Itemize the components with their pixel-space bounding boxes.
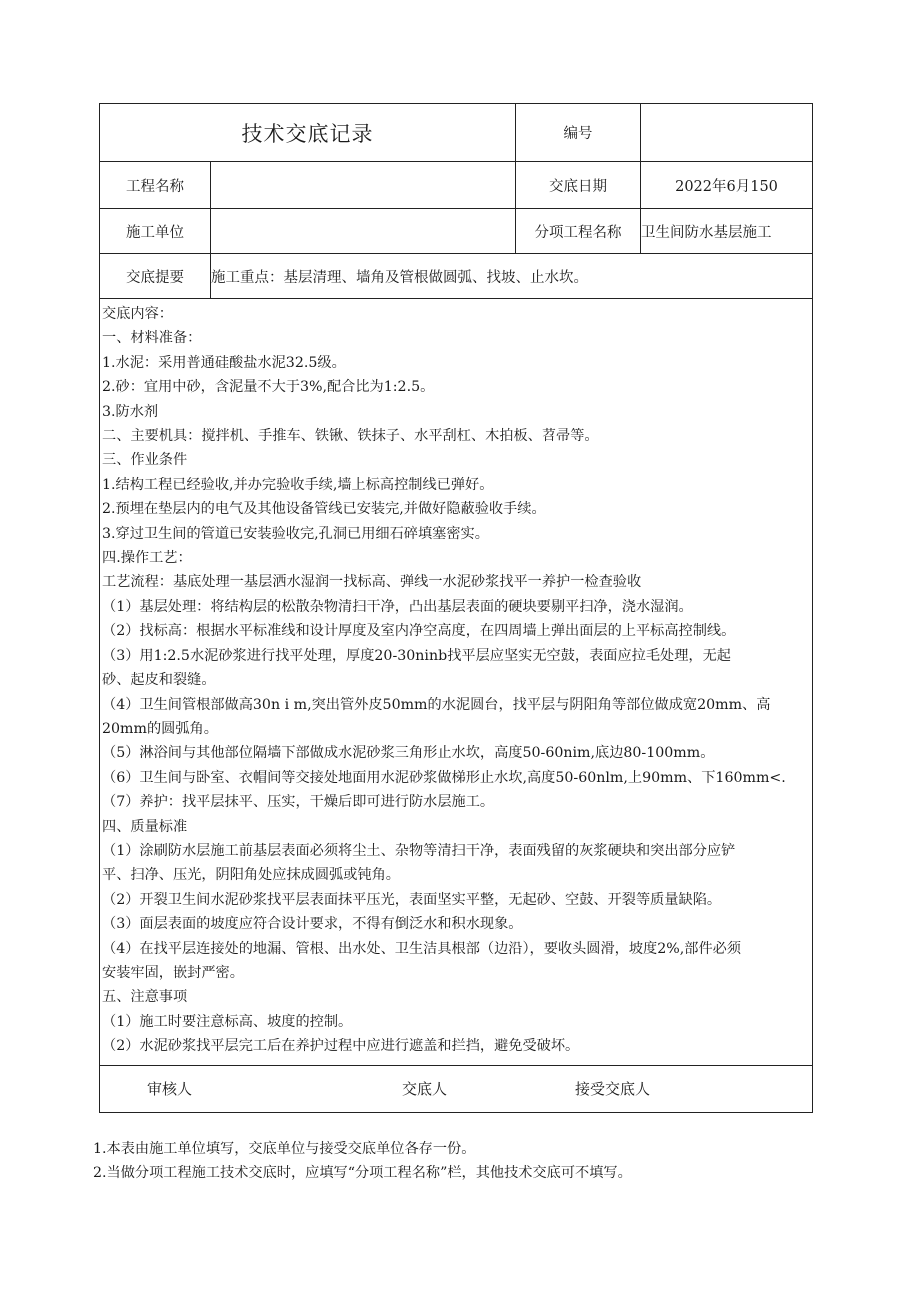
content-line: （4）在找平层连接处的地漏、管根、出水处、卫生洁具根部（边沿），要收头圆滑，坡度2%,部件必须 xyxy=(102,940,742,957)
content-line: 1.水泥：采用普通硅酸盐水泥32.5级。 xyxy=(102,354,346,371)
construction-unit-label: 施工单位 xyxy=(100,209,211,254)
content-line: （4）卫生间管根部做高30n i m,突出管外皮50mm的水泥圆台，找平层与阴阳角等部位做成宽20mm、高 xyxy=(102,696,771,713)
project-name-label: 工程名称 xyxy=(100,162,211,209)
content-line: （2）开裂卫生间水泥砂浆找平层表面抹平压光，表面坚实平整，无起砂、空鼓、开裂等质量缺陷。 xyxy=(102,891,722,908)
content-line: 2.砂：宜用中砂，含泥量不大于3%,配合比为1:2.5。 xyxy=(102,379,435,396)
subitem-name-value[interactable]: 卫生间防水基层施工 xyxy=(641,209,813,254)
content-line: （2）水泥砂浆找平层完工后在养护过程中应进行遮盖和拦挡，避免受破坏。 xyxy=(102,1038,580,1055)
content-line: 交底内容： xyxy=(102,306,173,322)
number-label: 编号 xyxy=(516,104,641,162)
content-line: 三、作业条件 xyxy=(102,452,188,469)
content-line: 2.预埋在垫层内的电气及其他设备管线已安装完,并做好隐蔽验收手续。 xyxy=(102,501,546,518)
footnote-2: 2.当做分项工程施工技术交底时，应填写“分项工程名称”栏，其他技术交底可不填写。 xyxy=(93,1165,632,1181)
signature-row xyxy=(100,1065,813,1112)
content-line: 1.结构工程已经验收,并办完验收手续,墙上标高控制线已弹好。 xyxy=(102,476,494,493)
content-line: 3.防水剂 xyxy=(102,403,159,420)
content-line: 二、主要机具：搅拌机、手推车、铁锹、铁抹子、水平刮杠、木拍板、苕帚等。 xyxy=(102,428,599,445)
content-line: 20mm的圆弧角。 xyxy=(102,720,218,737)
footnotes xyxy=(93,1137,632,1185)
construction-unit-value[interactable] xyxy=(211,209,516,254)
content-line: （1）涂刷防水层施工前基层表面必须将尘土、杂物等清扫干净，表面残留的灰浆硬块和突出部分应铲 xyxy=(102,842,736,859)
content-line: （7）养护：找平层抹平、压实，干燥后即可进行防水层施工。 xyxy=(102,794,495,811)
content-line: 砂、起皮和裂缝。 xyxy=(102,672,216,689)
content-line: （1）基层处理：将结构层的松散杂物清扫干净，凸出基层表面的硬块要剔平扫净，浇水湿润。 xyxy=(102,598,693,615)
subitem-name-label: 分项工程名称 xyxy=(516,209,641,254)
content-line: （3）用1:2.5水泥砂浆进行找平处理，厚度20-30ninb找平层应坚实无空鼓，表面应拉毛处理，无起 xyxy=(102,647,731,664)
content-line: （3）面层表面的坡度应符合设计要求，不得有倒泛水和积水现象。 xyxy=(102,916,523,933)
content-line: （2）找标高：根据水平标准线和设计厚度及室内净空高度，在四周墙上弹出面层的上平标高控制线。 xyxy=(102,623,736,640)
receiver-label: 接受交底人 xyxy=(575,1080,651,1099)
content-line: 工艺流程：基底处理一基层洒水湿润一找标高、弹线一水泥砂浆找平一养护一检查验收 xyxy=(102,574,642,591)
disclosure-content-cell xyxy=(100,299,813,1066)
content-line: （6）卫生间与卧室、衣帽间等交接处地面用水泥砂浆做梯形止水坎,高度50-60nlm,上90mm、下160mm<. xyxy=(102,769,786,786)
discloser-label: 交底人 xyxy=(402,1080,448,1099)
number-value[interactable] xyxy=(641,104,813,162)
content-line: （1）施工时要注意标高、坡度的控制。 xyxy=(102,1013,353,1030)
disclosure-content xyxy=(100,299,812,1065)
content-line: 安装牢固，嵌封严密。 xyxy=(102,964,244,981)
content-line: 一、材料准备： xyxy=(102,330,202,347)
content-line: 四、质量标准 xyxy=(102,818,188,835)
date-label: 交底日期 xyxy=(516,162,641,209)
content-line: （5）淋浴间与其他部位隔墙下部做成水泥砂浆三角形止水坎，高度50-60nim,底边80-100mm。 xyxy=(102,745,715,762)
summary-label: 交底提要 xyxy=(100,254,211,299)
form-title: 技术交底记录 xyxy=(100,104,516,162)
footnote-1: 1.本表由施工单位填写，交底单位与接受交底单位各存一份。 xyxy=(93,1141,476,1157)
content-line: 3.穿过卫生间的管道已安装验收完,孔洞已用细石碎填塞密实。 xyxy=(102,525,489,542)
reviewer-label: 审核人 xyxy=(147,1080,193,1099)
content-line: 平、扫净、压光，阴阳角处应抹成圆弧或钝角。 xyxy=(102,867,400,884)
content-line: 五、注意事项 xyxy=(102,989,188,1006)
summary-value[interactable]: 施工重点：基层清理、墙角及管根做圆弧、找坡、止水坎。 xyxy=(211,254,813,299)
project-name-value[interactable] xyxy=(211,162,516,209)
disclosure-table xyxy=(99,103,813,1113)
content-line: 四.操作工艺： xyxy=(102,550,192,567)
date-value[interactable]: 2022年6月150 xyxy=(641,162,813,209)
